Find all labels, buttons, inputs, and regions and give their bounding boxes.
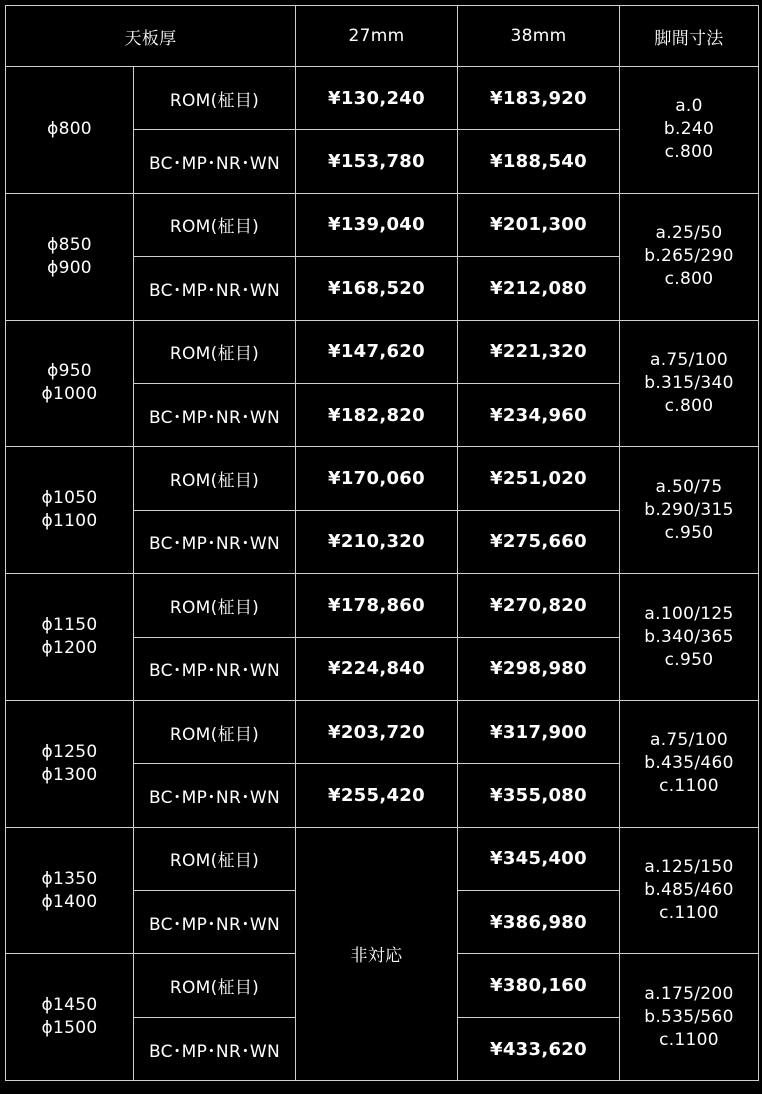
leg-spacing-value: a.75/100 [649, 730, 729, 751]
leg-spacing-value: a.75/100 [649, 349, 729, 370]
price-38mm: ¥433,620 [458, 1017, 620, 1080]
leg-spacing-value: b.240 [663, 119, 715, 140]
size-label: ϕ1350 [41, 868, 98, 889]
size-cell [6, 827, 134, 954]
size-cell [6, 954, 134, 1081]
size-label: ϕ1400 [41, 891, 98, 912]
material-cell: BC･MP･NR･WN [134, 764, 296, 827]
header-thickness: 天板厚 [6, 6, 296, 67]
size-label: ϕ1100 [41, 511, 98, 532]
leg-spacing-value: c.950 [664, 649, 714, 670]
price-38mm: ¥317,900 [458, 700, 620, 763]
leg-spacing-value: b.485/460 [644, 880, 734, 901]
leg-spacing-value: c.1100 [659, 1029, 719, 1050]
price-27mm: ¥182,820 [296, 383, 458, 446]
header-27mm: 27mm [296, 6, 458, 67]
header-leg-spacing: 脚間寸法 [620, 6, 759, 67]
material-cell: BC･MP･NR･WN [134, 1017, 296, 1080]
size-label: ϕ1000 [41, 384, 98, 405]
material-cell: ROM(柾目) [134, 574, 296, 637]
leg-spacing-value: b.535/560 [644, 1006, 734, 1027]
size-label: ϕ950 [47, 361, 92, 382]
material-cell: ROM(柾目) [134, 447, 296, 510]
leg-spacing-value: a.50/75 [655, 476, 723, 497]
table-row [6, 700, 759, 763]
price-27mm: ¥153,780 [296, 130, 458, 193]
leg-spacing-value: c.1100 [659, 903, 719, 924]
material-cell: BC･MP･NR･WN [134, 637, 296, 700]
price-27mm: ¥224,840 [296, 637, 458, 700]
leg-spacing-value: a.25/50 [655, 223, 723, 244]
leg-spacing-cell [620, 67, 759, 194]
leg-spacing-cell [620, 574, 759, 701]
price-38mm: ¥183,920 [458, 67, 620, 130]
material-cell: BC･MP･NR･WN [134, 257, 296, 320]
leg-spacing-cell [620, 700, 759, 827]
material-cell: BC･MP･NR･WN [134, 383, 296, 446]
table-body [6, 67, 759, 1081]
size-label: ϕ900 [47, 257, 92, 278]
table-row [6, 447, 759, 510]
material-cell: ROM(柾目) [134, 67, 296, 130]
size-cell [6, 447, 134, 574]
size-cell [6, 67, 134, 194]
leg-spacing-value: b.265/290 [644, 246, 734, 267]
leg-spacing-value: b.315/340 [644, 372, 734, 393]
material-cell: ROM(柾目) [134, 320, 296, 383]
leg-spacing-value: b.340/365 [644, 626, 734, 647]
leg-spacing-value: c.950 [664, 522, 714, 543]
price-38mm: ¥251,020 [458, 447, 620, 510]
header-row [6, 6, 759, 67]
material-cell: BC･MP･NR･WN [134, 130, 296, 193]
size-label: ϕ800 [47, 119, 92, 140]
price-38mm: ¥212,080 [458, 257, 620, 320]
table-row [6, 320, 759, 383]
price-27mm: ¥210,320 [296, 510, 458, 573]
price-38mm: ¥298,980 [458, 637, 620, 700]
size-label: ϕ850 [47, 234, 92, 255]
size-label: ϕ1250 [41, 741, 98, 762]
leg-spacing-cell [620, 320, 759, 447]
leg-spacing-value: c.800 [664, 395, 714, 416]
leg-spacing-cell [620, 447, 759, 574]
leg-spacing-value: a.125/150 [644, 857, 734, 878]
leg-spacing-cell [620, 954, 759, 1081]
size-cell [6, 193, 134, 320]
leg-spacing-value: b.290/315 [644, 499, 734, 520]
price-38mm: ¥355,080 [458, 764, 620, 827]
material-cell: ROM(柾目) [134, 827, 296, 890]
material-cell: BC･MP･NR･WN [134, 891, 296, 954]
price-38mm: ¥386,980 [458, 891, 620, 954]
price-table-container [5, 5, 759, 1081]
leg-spacing-value: c.800 [664, 269, 714, 290]
leg-spacing-value: c.1100 [659, 776, 719, 797]
price-38mm: ¥201,300 [458, 193, 620, 256]
material-cell: ROM(柾目) [134, 954, 296, 1017]
price-38mm: ¥380,160 [458, 954, 620, 1017]
price-27mm: ¥168,520 [296, 257, 458, 320]
size-label: ϕ1300 [41, 764, 98, 785]
leg-spacing-value: a.175/200 [644, 983, 734, 1004]
leg-spacing-value: a.0 [675, 96, 703, 117]
price-38mm: ¥275,660 [458, 510, 620, 573]
table-row [6, 574, 759, 637]
not-available-cell: 非対応 [296, 827, 458, 1081]
size-label: ϕ1500 [41, 1018, 98, 1039]
price-27mm: ¥203,720 [296, 700, 458, 763]
table-row [6, 67, 759, 130]
size-label: ϕ1450 [41, 995, 98, 1016]
material-cell: ROM(柾目) [134, 700, 296, 763]
price-38mm: ¥345,400 [458, 827, 620, 890]
table-row [6, 827, 759, 890]
price-27mm: ¥147,620 [296, 320, 458, 383]
size-cell [6, 574, 134, 701]
price-table [5, 5, 759, 1081]
leg-spacing-cell [620, 193, 759, 320]
material-cell: ROM(柾目) [134, 193, 296, 256]
leg-spacing-cell [620, 827, 759, 954]
price-27mm: ¥255,420 [296, 764, 458, 827]
price-27mm: ¥130,240 [296, 67, 458, 130]
size-label: ϕ1150 [41, 615, 98, 636]
size-cell [6, 700, 134, 827]
material-cell: BC･MP･NR･WN [134, 510, 296, 573]
price-27mm: ¥139,040 [296, 193, 458, 256]
size-label: ϕ1200 [41, 638, 98, 659]
price-38mm: ¥234,960 [458, 383, 620, 446]
header-38mm: 38mm [458, 6, 620, 67]
table-row [6, 193, 759, 256]
price-38mm: ¥188,540 [458, 130, 620, 193]
price-38mm: ¥270,820 [458, 574, 620, 637]
leg-spacing-value: b.435/460 [644, 753, 734, 774]
price-27mm: ¥178,860 [296, 574, 458, 637]
price-27mm: ¥170,060 [296, 447, 458, 510]
leg-spacing-value: a.100/125 [644, 603, 734, 624]
leg-spacing-value: c.800 [664, 142, 714, 163]
size-label: ϕ1050 [41, 488, 98, 509]
price-38mm: ¥221,320 [458, 320, 620, 383]
size-cell [6, 320, 134, 447]
